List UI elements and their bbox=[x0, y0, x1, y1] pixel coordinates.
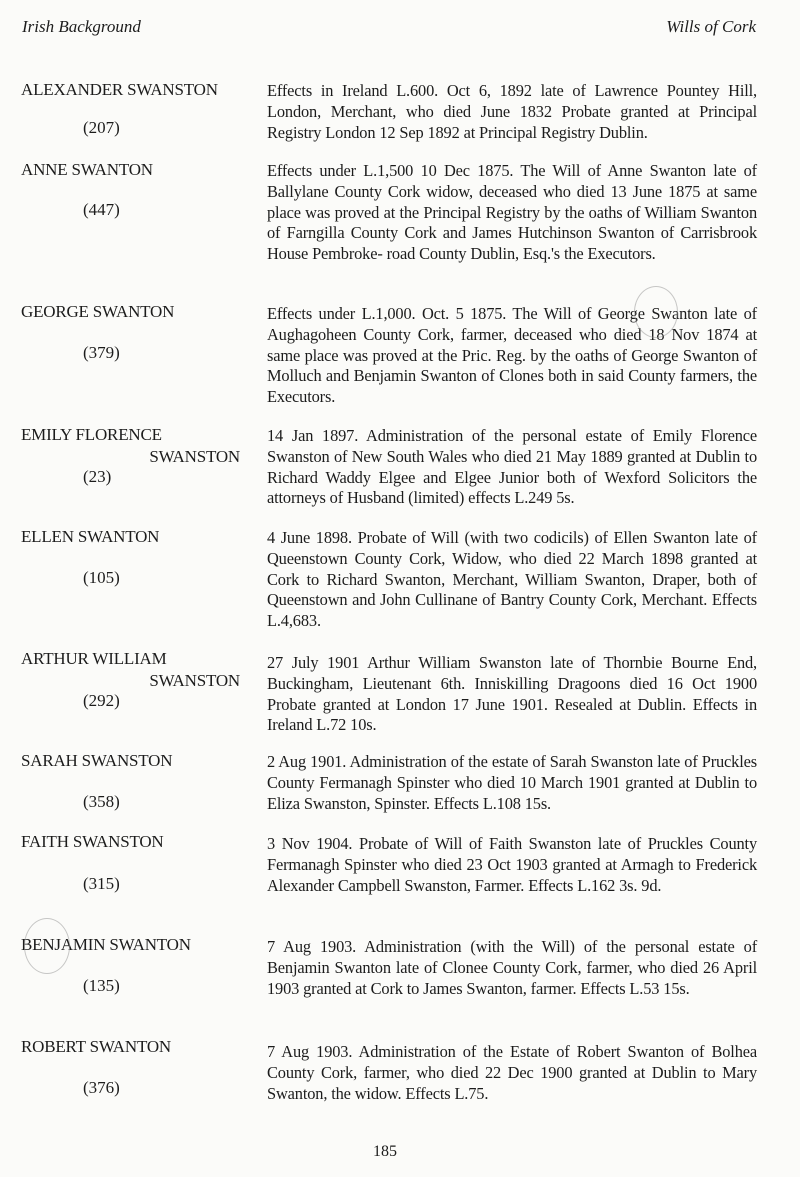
entry-text: 3 Nov 1904. Probate of Will of Faith Swanston late of Pruckles County Fermanagh Spinster who died 23 Oct 1903 granted at Armagh to Frederick Alexander Campbell Swanston, Farmer. Effects L.162 3s. 9d. bbox=[267, 834, 757, 895]
entry-name bbox=[21, 648, 251, 692]
running-header-right: Wills of Cork bbox=[666, 17, 756, 36]
entry-name bbox=[21, 750, 251, 772]
entry-text: 27 July 1901 Arthur William Swanston late of Thornbie Bourne End, Buckingham, Lieutenant 6th. Inniskilling Dragoons died 16 Oct 1900 Probate granted at London 17 June 1901. Resealed at Dublin. Effects in Ireland L.72 10s. bbox=[267, 653, 757, 735]
entry-name-first: ANNE SWANTON bbox=[21, 160, 153, 179]
entry-ref: (207) bbox=[83, 118, 120, 137]
entry-name-first: EMILY FLORENCE bbox=[21, 425, 162, 444]
entry-name-first: GEORGE SWANTON bbox=[21, 302, 175, 321]
entry-text: 7 Aug 1903. Administration (with the Will) of the personal estate of Benjamin Swanton late of Clonee County Cork, farmer, who died 26 April 1903 granted at Cork to James Swanton, farmer. Effects L.53 15s. bbox=[267, 937, 757, 998]
entry-text: Effects under L.1,500 10 Dec 1875. The Will of Anne Swanton late of Ballylane County Cork widow, deceased who died 13 June 1875 at same place was proved at the Principal Registry by the oaths of William Swanton of Farngilla County Cork and James Hutchinson Swanton of Carrisbrook House Pembroke- road County Dublin, Esq.'s the Executors. bbox=[267, 161, 757, 264]
entry-name bbox=[21, 301, 251, 323]
entry-text: 4 June 1898. Probate of Will (with two codicils) of Ellen Swanton late of Queenstown County Cork, Widow, who died 22 March 1898 granted at Cork to Richard Swanton, Merchant, William Swanton, Draper, both of Queenstown and John Cullinane of Bantry County Cork, Merchant. Effects L.4,683. bbox=[267, 528, 757, 631]
entry-text: Effects in Ireland L.600. Oct 6, 1892 late of Lawrence Pountey Hill, London, Merchant, who died June 1832 Probate granted at Principal Registry London 12 Sep 1892 at Principal Registry Dublin. bbox=[267, 81, 757, 142]
entry-ref: (105) bbox=[83, 568, 120, 587]
entry-name bbox=[21, 526, 251, 548]
entry-name bbox=[21, 1036, 251, 1058]
entry-name-first: BENJAMIN SWANTON bbox=[21, 935, 191, 954]
entry-ref: (447) bbox=[83, 200, 120, 219]
entry-ref: (315) bbox=[83, 874, 120, 893]
running-header-left: Irish Background bbox=[22, 17, 141, 36]
entry-name bbox=[21, 424, 251, 468]
entry-name bbox=[21, 831, 251, 853]
entry-name-second: SWANSTON bbox=[149, 671, 240, 690]
entry-text: Effects under L.1,000. Oct. 5 1875. The Will of George Swanton late of Aughagoheen County Cork, farmer, deceased who died 18 Nov 1874 at same place was proved at the Pric. Reg. by the oaths of George Swanton of Molluch and Benjamin Swanton of Clones both in said County farmers, the Executors. bbox=[267, 304, 757, 407]
entry-name-first: ARTHUR WILLIAM bbox=[21, 649, 167, 668]
entry-name-second: SWANSTON bbox=[149, 447, 240, 466]
entry-text: 2 Aug 1901. Administration of the estate of Sarah Swanston late of Pruckles County Fermanagh Spinster who died 10 March 1901 granted at Dublin to Eliza Swanston, Spinster. Effects L.108 15s. bbox=[267, 752, 757, 813]
entry-ref: (135) bbox=[83, 976, 120, 995]
entry-text: 7 Aug 1903. Administration of the Estate of Robert Swanton of Bolhea County Cork, farmer, who died 22 Dec 1900 granted at Dublin to Mary Swanton, the widow. Effects L.75. bbox=[267, 1042, 757, 1103]
page-number: 185 bbox=[373, 1143, 397, 1160]
entry-name bbox=[21, 159, 251, 181]
entry-name-first: SARAH SWANSTON bbox=[21, 751, 173, 770]
entry-ref: (358) bbox=[83, 792, 120, 811]
paper-stain bbox=[24, 918, 70, 974]
entry-name-first: FAITH SWANSTON bbox=[21, 832, 164, 851]
entry-name-first: ALEXANDER SWANSTON bbox=[21, 80, 218, 99]
entry-name-first: ELLEN SWANTON bbox=[21, 527, 160, 546]
entry-text: 14 Jan 1897. Administration of the personal estate of Emily Florence Swanston of New South Wales who died 21 May 1889 granted at Dublin to Richard Waddy Elgee and Elgee Junior both of Wexford Solicitors the attorneys of Husband (limited) effects L.249 5s. bbox=[267, 426, 757, 508]
entry-name bbox=[21, 79, 251, 101]
entry-ref: (376) bbox=[83, 1078, 120, 1097]
entry-ref: (379) bbox=[83, 343, 120, 362]
entry-ref: (23) bbox=[83, 467, 112, 486]
entry-name-first: ROBERT SWANTON bbox=[21, 1037, 171, 1056]
entry-ref: (292) bbox=[83, 691, 120, 710]
paper-stain bbox=[634, 286, 678, 338]
